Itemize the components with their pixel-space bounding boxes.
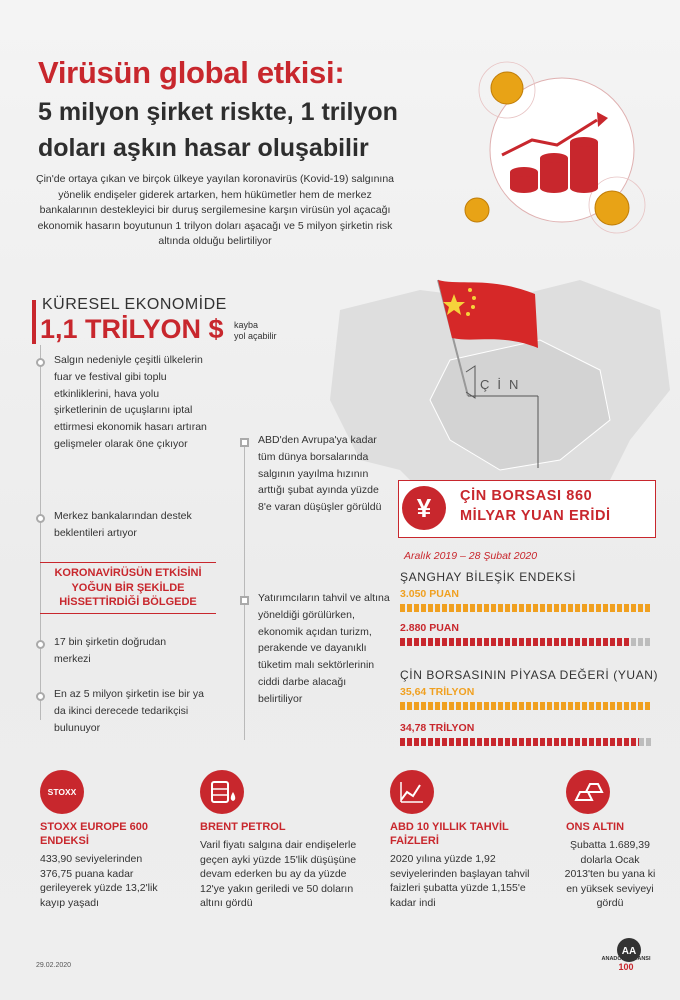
stoxx-icon-text: STOXX	[47, 787, 77, 797]
borsa-title-1: ÇİN BORSASI 860	[460, 488, 593, 504]
timeline-dot	[36, 514, 45, 523]
kuresel-label: KÜRESEL EKONOMİDE	[42, 296, 227, 313]
value-shanghai-1: 3.050 PUAN	[400, 588, 459, 600]
timeline-dot	[36, 692, 45, 701]
kuresel-sub-2: yol açabilir	[234, 331, 277, 341]
title-line-3: doları aşkın hasar oluşabilir	[38, 134, 369, 162]
bottom-title-1: STOXX EUROPE 600 ENDEKSİ	[40, 821, 149, 847]
date-range: Aralık 2019 – 28 Şubat 2020	[404, 550, 538, 562]
china-flag-icon	[430, 268, 540, 468]
bottom-desc-4: Şubatta 1.689,39 dolarla Ocak 2013'ten bu yana ki en yüksek seviyeyi gördü	[564, 839, 656, 909]
timeline-square	[240, 596, 249, 605]
aa-logo-text: AA	[621, 946, 637, 957]
mid-item-1: ABD'den Avrupa'ya kadar tüm dünya borsalarında salgının yayılma hızının arttığı şubat ayında yüzde 8'e varan düşüşler görüldü	[258, 434, 382, 514]
intro-paragraph: Çin'de ortaya çıkan ve birçok ülkeye yayılan koronavirüs (Kovid-19) salgınına yönelik endişeler giderek artarken, hem hükümetler hem de merkez bankalarının destekleyici bir duruş sergilemesine karşın virüsün yol açacağı ekonomik hasarın boyutunun 1 trilyon doları aşacağı ve 5 milyon şirketin risk altında olduğu belirtiliyor	[35, 173, 394, 247]
bar-remainder	[639, 738, 652, 746]
left-item-2: Merkez bankalarından destek beklentileri artıyor	[54, 510, 192, 539]
section-title-shanghai: ŞANGHAY BİLEŞİK ENDEKSİ	[400, 570, 577, 584]
left-timeline	[40, 345, 41, 720]
country-label: ÇİN	[480, 377, 527, 392]
bar-market-1	[400, 702, 652, 710]
value-market-1: 35,64 TRİLYON	[400, 686, 475, 698]
timeline-square	[240, 438, 249, 447]
bottom-desc-3: 2020 yılına yüzde 1,92 seviyelerinden başlayan tahvil faizleri şubatta yüzde 1,155'e kadar indi	[390, 853, 530, 909]
value-shanghai-2: 2.880 PUAN	[400, 622, 459, 634]
bottom-desc-2: Varil fiyatı salgına dair endişelerle geçen ayki yüzde 15'lik düşüşüne devam ederken bu ay da yüzde 12'ye yakın geriledi ve 50 doların altını gördü	[200, 839, 357, 909]
timeline-dot	[36, 358, 45, 367]
section-title-market-value: ÇİN BORSASININ PİYASA DEĞERİ (YUAN)	[400, 668, 659, 682]
gold-bars-icon	[566, 770, 610, 814]
bar-shanghai-2	[400, 638, 652, 646]
stoxx-icon	[40, 770, 84, 814]
kuresel-sub-1: kayba	[234, 320, 259, 330]
bottom-title-3: ABD 10 YILLIK TAHVİL FAİZLERİ	[390, 821, 509, 847]
bottom-desc-1: 433,90 seviyelerinden 376,75 puana kadar gerileyerek yüzde 13,2'lik kayıp yaşadı	[40, 853, 158, 909]
region-heading: KORONAVİRÜSÜN ETKİSİNİ YOĞUN BİR ŞEKİLDE HİSSETTİRDİĞİ BÖLGEDE	[40, 562, 216, 614]
bar-market-2	[400, 738, 652, 746]
footer-date: 29.02.2020	[36, 962, 72, 969]
value-market-2: 34,78 TRİLYON	[400, 722, 475, 734]
bar-shanghai-1	[400, 604, 652, 612]
agency-name-text: ANADOLU AJANSI	[601, 956, 651, 962]
middle-timeline	[244, 440, 245, 740]
mid-item-2: Yatırımcıların tahvil ve altına yöneldiği görülürken, ekonomik açıdan turizm, perakende ve dayanıklı tüketim malı sektörlerinin ciddi darbe alacağı belirtiliyor	[258, 592, 390, 705]
borsa-title-2: MİLYAR YUAN ERİDİ	[460, 508, 611, 524]
left-item-4: En az 5 milyon şirketin ise bir ya da ikinci derecede tedarikçisi bulunuyor	[54, 688, 204, 734]
oil-barrel-icon	[200, 770, 244, 814]
bottom-title-2: BRENT PETROL	[200, 821, 286, 833]
bar-remainder	[631, 638, 652, 646]
title-line-2: 5 milyon şirket riskte, 1 trilyon	[38, 98, 398, 126]
agency-name	[596, 956, 656, 972]
title-line-1: Virüsün global etkisi:	[38, 55, 345, 90]
red-accent-bar	[32, 300, 36, 344]
kuresel-sub	[234, 320, 277, 342]
yen-icon: ¥	[402, 486, 446, 530]
borsa-title	[460, 486, 611, 526]
left-item-1: Salgın nedeniyle çeşitli ülkelerin fuar ve festival gibi toplu etkinliklerini, hava yolu şirketlerinin de uçuşlarını iptal ettirmesi ekonomik hasarı artıran gelişmeler olarak öne çıkıyor	[54, 354, 207, 450]
bottom-title-4: ONS ALTIN	[566, 821, 625, 833]
left-item-3: 17 bin şirketin doğrudan merkezi	[54, 636, 167, 665]
kuresel-amount: 1,1 TRİLYON $	[40, 314, 224, 344]
anniversary-text: 100	[618, 962, 634, 972]
timeline-dot	[36, 640, 45, 649]
virus-coins-illustration	[462, 60, 662, 240]
chart-line-icon	[390, 770, 434, 814]
